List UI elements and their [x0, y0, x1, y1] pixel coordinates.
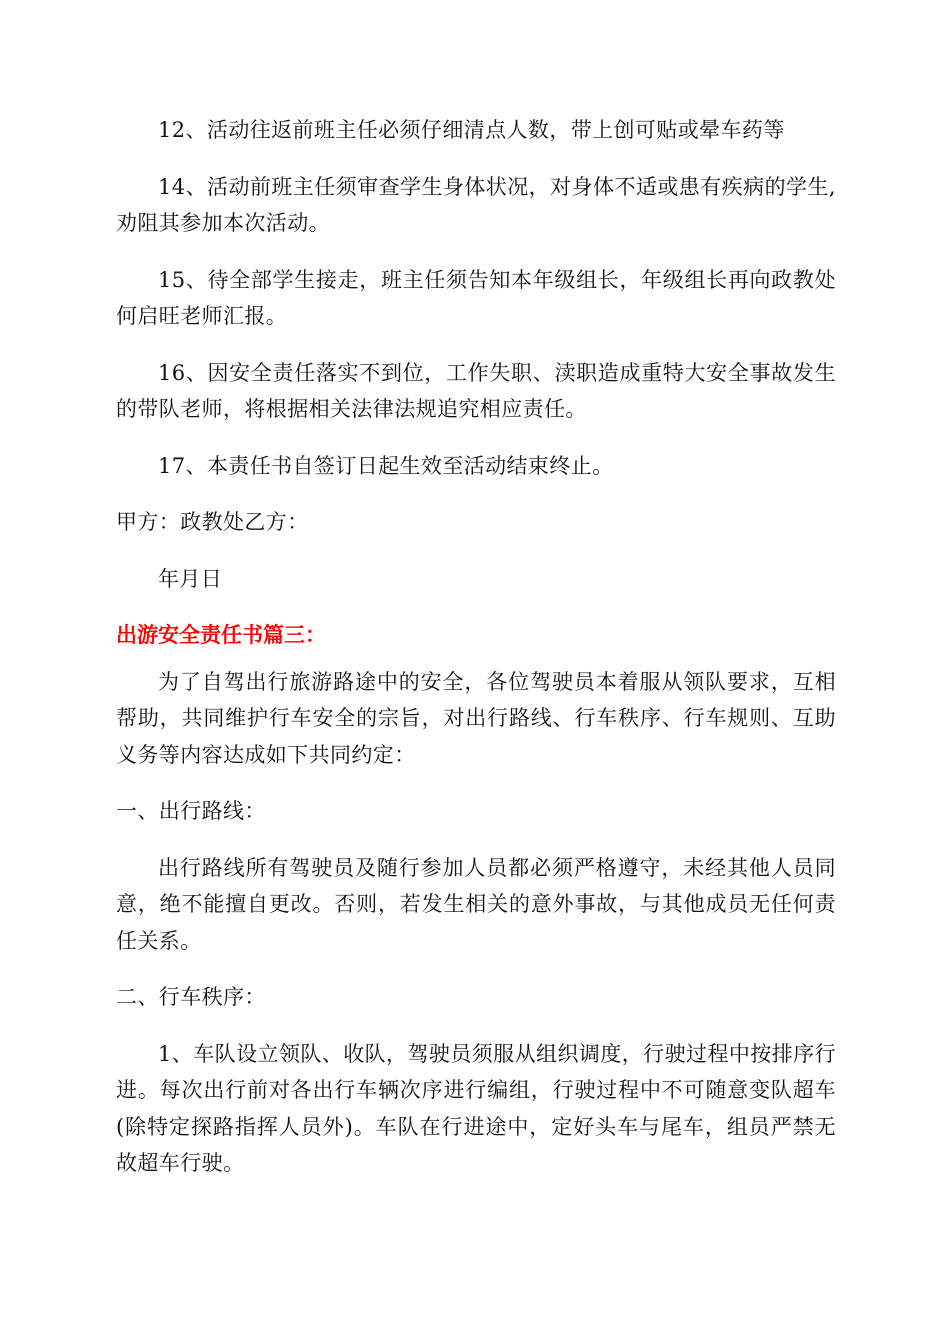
clause-12: 12、活动往返前班主任必须仔细清点人数，带上创可贴或晕车药等	[158, 118, 785, 142]
section-title: 出游安全责任书篇三：	[116, 623, 326, 647]
document-body	[116, 112, 836, 1182]
clause-17: 17、本责任书自签订日起生效至活动结束终止。	[158, 453, 614, 478]
heading-route: 一、出行路线：	[116, 799, 266, 823]
heading-driving-order: 二、行车秩序：	[116, 985, 266, 1009]
clause-16: 16、因安全责任落实不到位，工作失职、渎职造成重特大安全事故发生的带队老师，将根据相关法律法规追究相应责任。	[116, 360, 836, 421]
signature-date: 年月日	[158, 566, 223, 591]
route-paragraph: 出行路线所有驾驶员及随行参加人员都必须严格遵守，未经其他人员同意，绝不能擅自更改。否则，若发生相关的意外事故，与其他成员无任何责任关系。	[116, 855, 836, 953]
driving-order-paragraph: 1、车队设立领队、收队，驾驶员须服从组织调度，行驶过程中按排序行进。每次出行前对各出行车辆次序进行编组，行驶过程中不可随意变队超车(除特定探路指挥人员外)。车队在行进途中，定好头车与尾车，组员严禁无故超车行驶。	[116, 1041, 836, 1175]
section-intro: 为了自驾出行旅游路途中的安全，各位驾驶员本着服从领队要求，互相帮助，共同维护行车安全的宗旨，对出行路线、行车秩序、行车规则、互助义务等内容达成如下共同约定：	[116, 669, 836, 767]
signature-parties: 甲方：政教处乙方：	[116, 510, 309, 534]
clause-15: 15、待全部学生接走，班主任须告知本年级组长，年级组长再向政教处何启旺老师汇报。	[116, 267, 836, 328]
clause-14: 14、活动前班主任须审查学生身体状况，对身体不适或患有疾病的学生,劝阻其参加本次活动。	[116, 174, 836, 235]
